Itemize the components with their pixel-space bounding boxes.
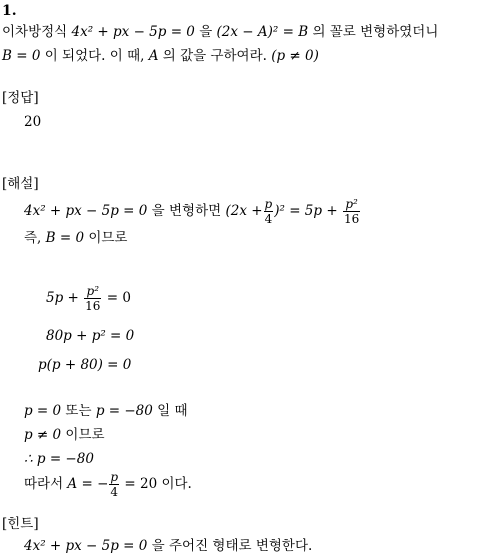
problem-text: 의 꼴로 변형하였더니 (312, 24, 439, 40)
problem-text: 이차방정식 (2, 24, 68, 40)
solution-equation: (2x + (225, 203, 263, 219)
fraction-numerator: p² (345, 197, 358, 211)
solution-equation: 4x² + px − 5p = 0 (24, 203, 148, 219)
problem-equation: (2x − A)² = B (216, 24, 309, 40)
solution-text: 을 변형하면 (151, 203, 222, 219)
fraction-numerator: p² (86, 284, 100, 298)
fraction-denominator: 4 (110, 485, 119, 499)
hint-text: 을 주어진 형태로 변형한다. (151, 538, 313, 554)
solution-text: 즉, (24, 230, 42, 246)
conclusion-line-4 (24, 470, 192, 499)
solution-equation: B = 0 (45, 230, 85, 246)
fraction-numerator: p (110, 470, 119, 484)
problem-text: 을 (199, 24, 213, 40)
conclusion-text: 일 때 (157, 403, 188, 419)
problem-variable: A (148, 48, 159, 64)
conclusion-text: 이므로 (65, 427, 105, 443)
solution-text: 이므로 (88, 230, 128, 246)
solution-label: [해설] (2, 176, 39, 192)
problem-equation: B = 0 (2, 48, 41, 64)
problem-line-1 (2, 26, 438, 40)
conclusion-equation: p = −80 (95, 403, 153, 419)
problem-number: 1. (2, 3, 17, 19)
solution-line-2 (24, 232, 127, 246)
derivation-line-1 (46, 284, 131, 313)
conclusion-text: 따라서 (24, 476, 64, 492)
hint-equation: 4x² + px − 5p = 0 (24, 538, 148, 554)
derivation-term: 5p + (46, 290, 79, 306)
derivation-line-2: 80p + p² = 0 (46, 328, 135, 344)
answer-label: [정답] (2, 90, 39, 106)
fraction-numerator: p (264, 197, 273, 211)
fraction-denominator: 16 (343, 212, 360, 226)
conclusion-text: 또는 (65, 403, 92, 419)
fraction-denominator: 4 (264, 212, 273, 226)
derivation-line-3: p(p + 80) = 0 (38, 357, 132, 373)
solution-line-1 (24, 197, 361, 226)
conclusion-line-3: ∴ p = −80 (24, 451, 94, 467)
conclusion-text: 이다. (161, 476, 192, 492)
fraction (109, 470, 119, 499)
problem-line-2 (2, 50, 319, 64)
hint-label: [힌트] (2, 516, 39, 532)
fraction (264, 197, 274, 226)
conclusion-line-1 (24, 405, 188, 419)
conclusion-equation: A = − (67, 476, 109, 492)
fraction (343, 197, 360, 226)
problem-equation: 4x² + px − 5p = 0 (71, 24, 195, 40)
conclusion-line-2 (24, 429, 105, 443)
solution-equation: )² = 5p + (274, 203, 338, 219)
hint-line (24, 540, 312, 554)
problem-condition: (p ≠ 0) (271, 48, 319, 64)
derivation-term: = 0 (106, 290, 131, 306)
fraction-denominator: 16 (85, 299, 101, 313)
fraction (84, 284, 101, 313)
problem-text: 의 값을 구하여라. (162, 48, 267, 64)
conclusion-equation: = 20 (124, 476, 158, 492)
conclusion-equation: p ≠ 0 (24, 427, 62, 443)
answer-value: 20 (24, 114, 42, 130)
conclusion-equation: p = 0 (24, 403, 62, 419)
problem-text: 이 되었다. 이 때, (44, 48, 145, 64)
